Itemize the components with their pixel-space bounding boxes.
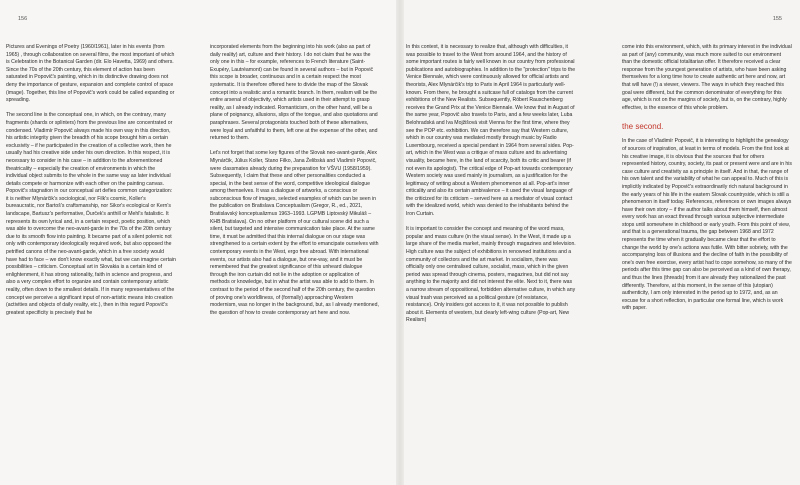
text-column-4 [622, 44, 792, 321]
paragraph: In the case of Vladimír Popovič, it is interesting to highlight the genealogy of sources of inspiration, at least in terms of models. From the first look at his creative image, it is obvious that the sources that for others represented history, country, society, its past or present were and are in his case culture and creativity as a principle in itself. And in that, the range of his own talent and the variability of what he can appeal to. Much of this is implicitly indicated by Popovič's extraordinarily rich natural background in the early years of his life in the eastern Slovak countryside, which is still a phenomenon in itself today. References, references or own images always have their own story – if the author talks about them himself, then almost every work has an exact thread through various subjective intermediate stops until somewhere in childhood or early youth. From this point of view, and that is a generational trauma, the gap between 1968 and 1972 represents the time when it gradually became clear that the effort to change the world by one's actions was futile. With bitter sobriety, with the accompanying loss of illusions and the decline of faith in the possibility of one's own free exercise, every artist had to cope somehow, so many of the periods after this time gap can also be perceived as a kind of own therapy, and thus the lines (threads) from it are already they rationalized the past differently. Therefore, at this moment, in the sense of this (utopian) authenticity, I am only interested in the period up to 1972, and, as an excuse for a short reflection, in particular one formal line, which is work with paper. [622, 138, 793, 312]
paragraph: In this context, it is necessary to realize that, although with difficulties, it was possible to travel to the West from around 1964, and the history of some important routes is fairly well known in our country from professional publications and autobiographies. In addition to the "protection" trips to the Venice Biennale, which were continuously allowed for official artists and theorists, Alex Mlynárčik's trip to Paris in April 1964 is particularly well-known. From there, he brought a suitcase full of catalogs from the current exhibitions of the New Realists. Subsequently, Róbert Rauschenberg receives the Grand Prix at the Venice Biennale. We know that in August of the same year, Popovič also travels to Paris, and a few weeks later, Luba Belohradská and Iva Mojžišová visit Vienna for the first time, where they see the POP etc. exhibition. We can therefore say that Western culture, which in our country was mediated mostly through music by Radio Luxembourg, received a special pendant in 1964 from several sides. Pop-art, which in the West was a critique of mass culture and its advertising visuality, became here, in the land of scarcity, both its critic and bearer (if not even its apologist). The critical edge of Pop-art towards contemporary Western society was used mainly in journalism, as a justification for the legitimacy of writing about a Western phenomenon at all. Pop-art's inner criticality and also its certain ambivalence – it used the visual language of the criticized for its criticism – served here as a mediator of visual contact with the idealized world, which was denied to the inhabitants behind the Iron Curtain. [406, 44, 576, 218]
text-column-1 [6, 44, 176, 325]
paragraph: The second line is the conceptual one, in which, on the contrary, many fragments (shards or splinters) from the previous line are concentrated or condensed. Vladimír Popovič always made his own way in this direction, his artistic integrity given the breadth of his scope brought him a certain exclusivity – if he participated in the creation of a collective work, then he usually had his creative side under his own direction. In this respect, it is necessary to consider in his case – in addition to the aforementioned theatricality – especially the creation of environments in which the individual object submits to the whole in the same way as later individual details compete or harmonize with each other on the painting canvas. Popovič's stagnation in our conceptual art defies common categorization: it is neither Mlynárčik's sociological, nor Filk's cosmic, Koller's bureaucratic, nor Bartoš's craftsmanship, nor Sikor's ecological or Kern's landscape, Bartusz's performative, Ďurček's anthill or Mehl's fatalistic. It represents its own lyrical and, in a certain respect, poetic position, which was able to overcome the neo-avant-garde in the 70s of the 20th century due to its smooth flow into painting. It became part of a silent polemic not only with contemporary ideologically required work, but also opposed the petrified canons of the neo-avant-garde, which in a free society would have had to face – we don't know exactly what, but we can imagine certain possibilities – criticism. Conceptual art in Slovakia is a certain kind of enlightenment, it has strong rationality, faith in science and progress, and also a very complex effort to organize and contain contemporary artistic reality, often down to the smallest details. If in many representatives of the concept we perceive a significant input of non-artistic means into creation (activities and objects of daily reality, etc.), then in this regard Popovič's greatest specificity is precisely that he [6, 112, 176, 316]
paragraph: come into this environment, which, with its primary interest in the individual as part of (any) community, was much more suited to our environment than the domestic official totalitarian offer. It therefore received a clear response from the youngest generation of artists, who have been asking themselves for a long time how to create authentic art here and now, art that will have (!) a viewer, viewers. The ways in which they reached this goal were different, but the common denominator of everything for this age, which is not on the margins of society, but is, on the contrary, highly effective, is the essence of this whole problem. [622, 44, 792, 111]
paragraph: incorporated elements from the beginning into his work (also as part of daily reality) art, culture and their history. I do not claim that he was the only one in this – for example, references to French literature (Saint-Exupéry, Lautréamont) can be found in several authors – but in Popovič this scope is broader, continuous and in a certain respect the most systematic. It is therefore offered here to divide the map of the Slovak concept into a realistic and a romantic branch. In them, realism will be the entire arsenal of objectivity, which artists used in their attempt to grasp reality, as I already indicated. Romanticism, on the other hand, will be a plane of poignancy, allusions, slips of the tongue, and also quotations and paraphrases. Several protagonists touched both of these alternatives, were loyal and unfaithful to them, left one at the expense of the other, and returned to them. [210, 44, 378, 142]
page-number-left: 156 [18, 16, 28, 22]
paragraph: Let's not forget that some key figures of the Slovak neo-avant-garde, Alex Mlynárčik, Július Koller, Stano Filko, Jana Želibská and Vladimír Popovič, were classmates already during the preparation for VŠVU (1958/1959). Subsequently, I claim that these and other personalities conducted a special, in the best sense of the word, competitive ideological dialogue among themselves. It was a dialogue of artworks, a conscious or subconscious flow of images, selected examples of which can be seen in the publication on Bratislava Conceptualism (Gregor, R., ed., 2021, Bratislavský konceptualizmus 1963–1993. LGPMB Liptovský Mikuláš – KHB Bratislava). On no other platform of our cultural scene did such a silent, but targeted and intensive communication take place. At the same time, it must be admitted that this internal dialogue on our stage was strengthened to a certain extent by the effort to emancipate ourselves with contemporary events in the West, ergo free abroad. With international events, our artists also had a dialogue, but one-way, and it must be remembered that the greatest significance of this unheard dialogue through the iron curtain did not lie in the adoption or application of methods or knowledge, but in what the artist was able to add to them. In contrast to the period of the second half of the 20th century, the question of proving one's worldliness, of (formally) approaching Western modernism, was no longer in the background, but, as I already mentioned, the question of how to create contemporary art here and now. [210, 150, 379, 316]
paragraph: It is important to consider the concept and meaning of the word mass, popular and mass culture (in the visual sense). In the West, it made up a large share of the media market, mainly through magazines and television. High culture was the subject of exhibitions in renowned institutions and a community of collectors and the art market. In socialism, there was officially only one centralised culture, socialist, mass, which in the given period was spread through cinema, posters, magazines, but did not say anything to the majority and did not interest the elite. Next to it, there was a narrow stream of oppositional, forbidden alternative culture, in which any visual trash was perceived as a political gesture (of resistance, resistance). Only insiders got access to it, it was not possible to publish about it. Elements of western, but clearly left-wing culture (Pop-art, New Realism) [406, 226, 576, 324]
page-number-right: 155 [772, 16, 782, 22]
paragraph: Pictures and Evenings of Poetry (1960/1961), later in his events (from 1965) , through collaboration on several films, the most important of which is Celebration in the Botanical Garden (dir. Elo Havetta, 1969) and others. Since the 70s of the 20th century, this element of action has been saturated in Popovič's painting, which in its distinctive drawing does not deny the importance of gesture, expansion and complete control of space (image). Together, this line of Popovič's work could be called expanding or spreading. [6, 44, 175, 104]
section-heading: the second. [622, 122, 664, 132]
text-column-2 [210, 44, 380, 325]
book-gutter [396, 0, 404, 485]
text-column-3 [406, 44, 576, 333]
